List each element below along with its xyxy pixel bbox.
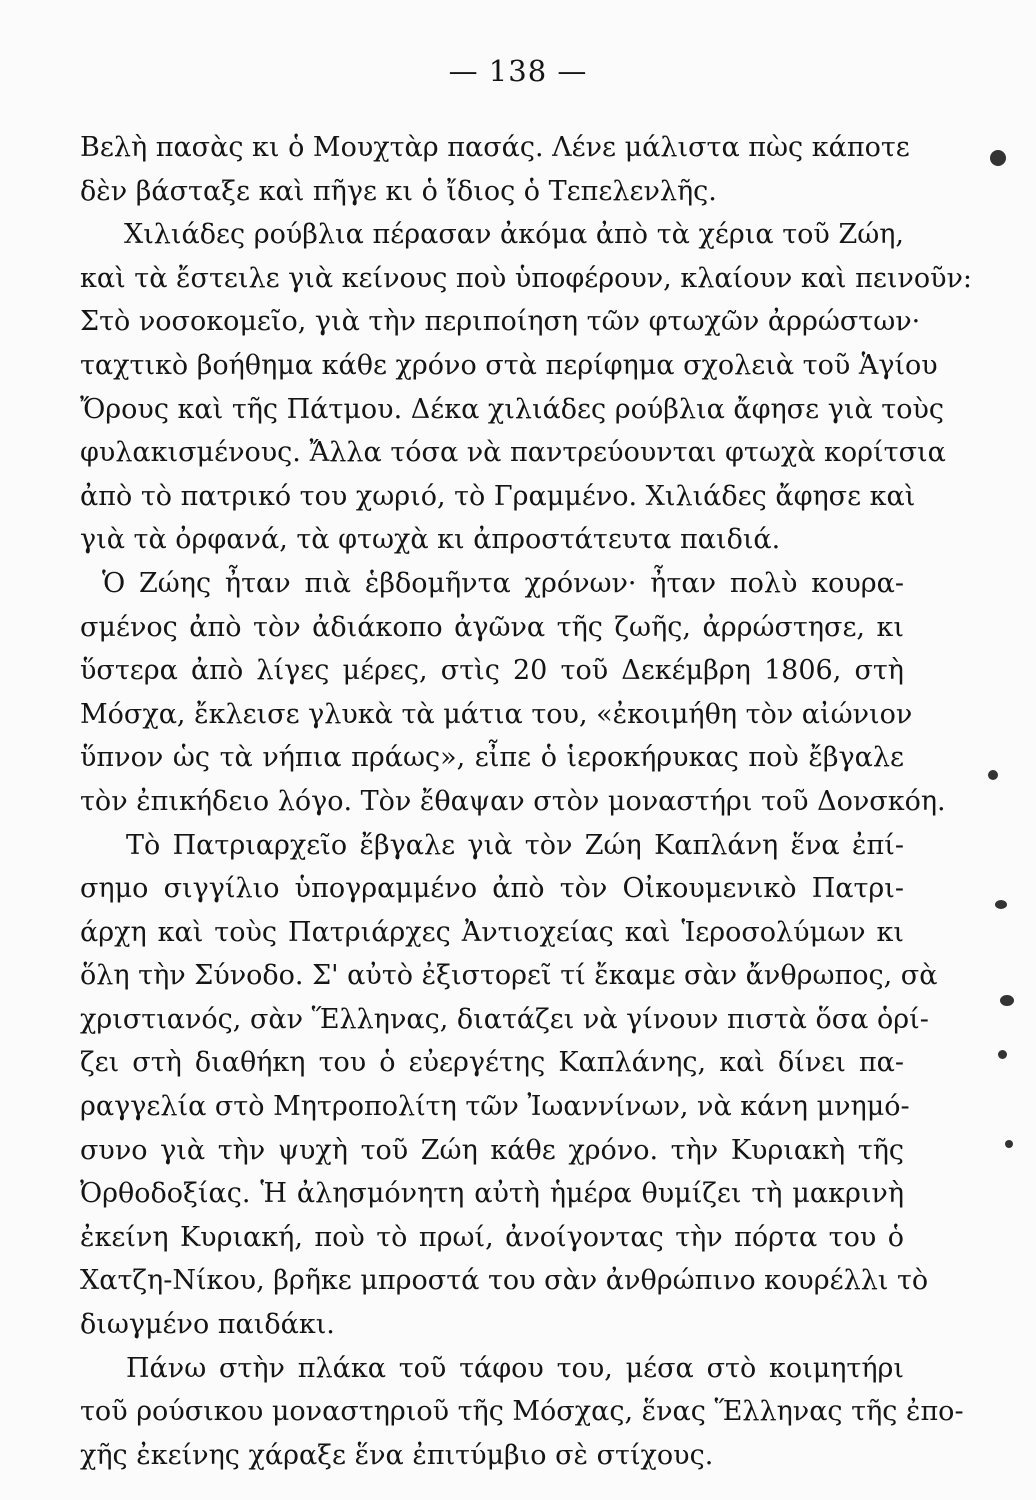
text-line: ὕπνον ὡς τὰ νήπια πράως», εἶπε ὁ ἱεροκήρυκας ποὺ ἔβγαλε: [80, 742, 904, 774]
paragraph-start-line: Πάνω στὴν πλάκα τοῦ τάφου του, μέσα στὸ κοιμητήρι: [126, 1352, 904, 1384]
text-line: ἐκείνη Κυριακή, ποὺ τὸ πρωί, ἀνοίγοντας τὴν πόρτα του ὁ: [80, 1221, 904, 1253]
text-line: σμένος ἀπὸ τὸν ἀδιάκοπο ἀγῶνα τῆς ζωῆς, ἀρρώστησε, κι: [80, 611, 904, 643]
scan-speck: [1000, 995, 1014, 1006]
text-line: άρχη καὶ τοὺς Πατριάρχες Ἀντιοχείας καὶ Ἱεροσολύμων κι: [80, 916, 904, 948]
paragraph-start-line: Χιλιάδες ρούβλια πέρασαν ἀκόμα ἀπὸ τὰ χέρια τοῦ Ζώη,: [124, 219, 904, 251]
body-text: [80, 126, 973, 1477]
text-line: καὶ τὰ ἔστειλε γιὰ κείνους ποὺ ὑποφέρουν, κλαίουν καὶ πεινοῦν:: [80, 262, 973, 294]
text-line: χῆς ἐκείνης χάραξε ἕνα ἐπιτύμβιο σὲ στίχους.: [80, 1439, 714, 1471]
scan-speck: [990, 150, 1006, 166]
text-line: Ὄρους καὶ τῆς Πάτμου. Δέκα χιλιάδες ρούβλια ἄφησε γιὰ τοὺς: [80, 393, 944, 425]
text-line: Ὀρθοδοξίας. Ἡ ἀλησμόνητη αὐτὴ ἡμέρα θυμίζει τὴ μακρινὴ: [80, 1178, 904, 1210]
scan-speck: [995, 900, 1007, 909]
text-line: Μόσχα, ἔκλεισε γλυκὰ τὰ μάτια του, «ἐκοιμήθη τὸν αἰώνιον: [80, 698, 913, 730]
text-line: Βελὴ πασὰς κι ὁ Μουχτὰρ πασάς. Λένε μάλιστα πὼς κάποτε: [80, 132, 910, 163]
text-line: τοῦ ρούσικου μοναστηριοῦ τῆς Μόσχας, ἕνας Ἕλληνας τῆς ἐπο-: [80, 1396, 964, 1428]
text-line: ραγγελία στὸ Μητροπολίτη τῶν Ἰωαννίνων, νὰ κάνη μνημό-: [80, 1091, 910, 1123]
paragraph-start-line: Ὁ Ζώης ἦταν πιὰ ἑβδομῆντα χρόνων· ἦταν πολὺ κουρα-: [102, 567, 904, 599]
text-line: γιὰ τὰ ὀρφανά, τὰ φτωχὰ κι ἀπροστάτευτα παιδιά.: [80, 524, 781, 556]
text-line: Χατζη-Νίκου, βρῆκε μπροστά του σὰν ἀνθρώπινο κουρέλλι τὸ: [80, 1265, 929, 1297]
scan-speck: [988, 770, 998, 780]
text-line: ταχτικὸ βοήθημα κάθε χρόνο στὰ περίφημα σχολειὰ τοῦ Ἁγίου: [80, 349, 938, 381]
text-line: ἀπὸ τὸ πατρικό του χωριό, τὸ Γραμμένο. Χιλιάδες ἄφησε καὶ: [80, 480, 916, 512]
text-line: διωγμένο παιδάκι.: [80, 1309, 335, 1341]
text-line: Στὸ νοσοκομεῖο, γιὰ τὴν περιποίηση τῶν φτωχῶν ἀρρώστων·: [80, 306, 921, 338]
text-line: συνο γιὰ τὴν ψυχὴ τοῦ Ζώη κάθε χρόνο. τὴν Κυριακὴ τῆς: [80, 1134, 904, 1166]
text-line: ὅλη τὴν Σύνοδο. Σ' αὐτὸ ἐξιστορεῖ τί ἔκαμε σὰν ἄνθρωπος, σὰ: [80, 960, 938, 992]
text-line: τὸν ἐπικήδειο λόγο. Τὸν ἔθαψαν στὸν μοναστήρι τοῦ Δονσκόη.: [80, 785, 946, 817]
text-line: ζει στὴ διαθήκη του ὁ εὐεργέτης Καπλάνης, καὶ δίνει πα-: [80, 1047, 904, 1079]
text-line: δὲν βάσταξε καὶ πῆγε κι ὁ ἴδιος ὁ Τεπελενλῆς.: [80, 175, 717, 207]
text-line: σημο σιγγίλιο ὑπογραμμένο ἀπὸ τὸν Οἰκουμενικὸ Πατρι-: [80, 873, 904, 905]
text-line: φυλακισμένους. Ἄλλα τόσα νὰ παντρεύουνται φτωχὰ κορίτσια: [80, 437, 946, 469]
text-line: χριστιανός, σὰν Ἕλληνας, διατάζει νὰ γίνουν πιστὰ ὅσα ὁρί-: [80, 1003, 929, 1035]
paragraph-start-line: Τὸ Πατριαρχεῖο ἔβγαλε γιὰ τὸν Ζώη Καπλάνη ἕνα ἐπί-: [126, 829, 904, 861]
scan-speck: [1005, 1140, 1013, 1148]
text-line: ὕστερα ἀπὸ λίγες μέρες, στὶς 20 τοῦ Δεκέμβρη 1806, στὴ: [80, 655, 904, 687]
scan-speck: [998, 1050, 1007, 1059]
page-number: — 138 —: [448, 54, 588, 88]
